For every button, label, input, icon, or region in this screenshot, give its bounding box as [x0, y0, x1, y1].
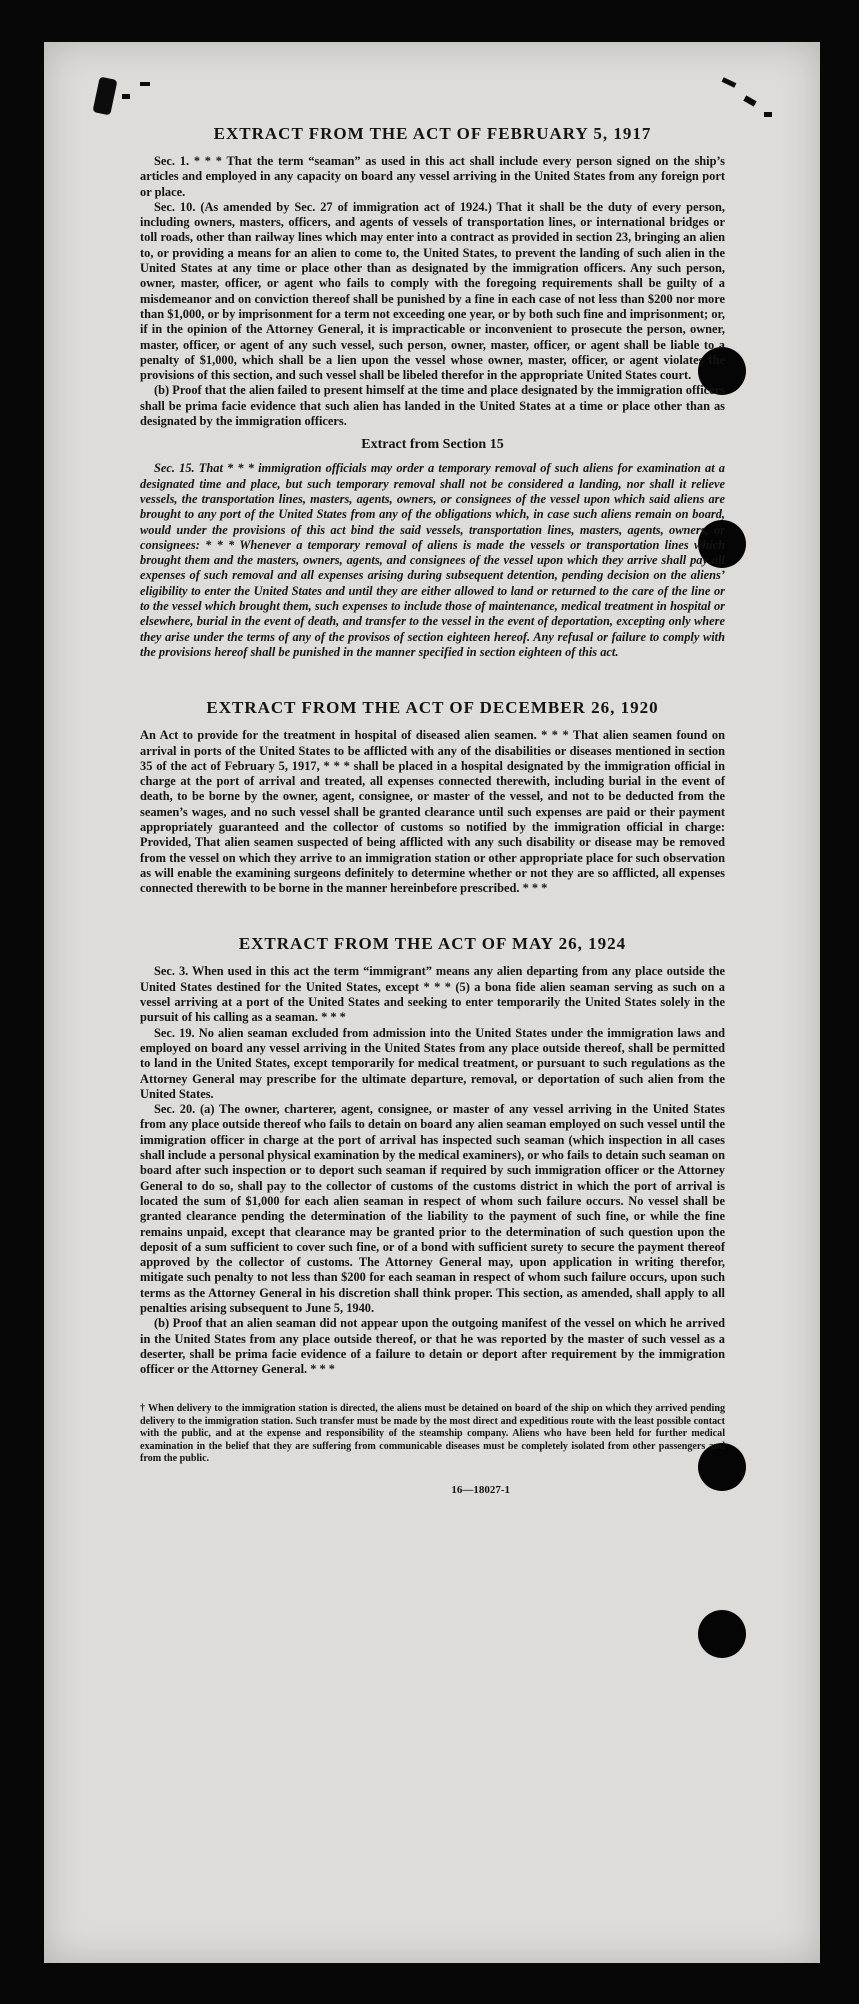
scan-mark — [764, 112, 772, 117]
paragraph: (b) Proof that the alien failed to present himself at the time and place designated by the immigration officers shall be prima facie evidence that such alien has landed in the United States at a time or place other than as designated by the immigration officers. — [140, 383, 725, 429]
paragraph: Sec. 3. When used in this act the term “immigrant” means any alien departing from any place outside the United States destined for the United States, except * * * (5) a bona fide alien seaman serving as such on a vessel arriving at a port of the United States and seeking to enter temporarily the United States solely in the pursuit of his calling as a seaman. * * * — [140, 964, 725, 1025]
paragraph: Sec. 1. * * * That the term “seaman” as used in this act shall include every person signed on the ship’s articles and employed in any capacity on board any vessel arriving in the United States from any foreign port or place. — [140, 154, 725, 199]
paragraph: Sec. 19. No alien seaman excluded from admission into the United States under the immigration laws and employed on board any vessel arriving in the United States from any place outside thereof, shall be permitted to land in the United States, except temporarily for medical treatment, or pursuant to such regulations as the Attorney General may prescribe for the ultimate departure, removal, or deportation of such alien from the United States. — [140, 1025, 725, 1101]
scan-mark — [122, 94, 130, 99]
paragraph: (b) Proof that an alien seaman did not appear upon the outgoing manifest of the vessel on which he arrived in the United States from any place outside thereof, or that he was reported by the master of such vessel as a deserter, shall be prima facie evidence of a failure to detain or deport after requirement by the immigration officer or the Attorney General. * * * — [140, 1316, 725, 1377]
heading-act-feb-1917: EXTRACT FROM THE ACT OF FEBRUARY 5, 1917 — [213, 124, 652, 143]
heading-act-dec-1920: EXTRACT FROM THE ACT OF DECEMBER 26, 1920 — [206, 698, 659, 718]
paragraph: An Act to provide for the treatment in hospital of diseased alien seamen. * * * That alien seamen found on arrival in ports of the United States to be afflicted with any of the disabilities or diseases mentioned in section 35 of the act of February 5, 1917, * * * shall be placed in a hospital designated by the immigration official in charge at the port of arrival and treated, all expenses connected therewith, including burial in the event of death, to be borne by the owner, agent, consignee, or master of the vessel, and not to be deducted from the seamen’s wages, and no such vessel shall be granted clearance until such expenses are paid or their payment appropriately guaranteed and the collector of customs so notified by the immigration official in charge: Provided, That alien seamen suspected of being afflicted with any such disability or disease may be removed from the vessel on which they arrive to an immigration station or other appropriate place for such observation as will enable the examining surgeons definitely to determine whether or not they are so afflicted, all expenses connected therewith to be borne in the manner hereinbefore prescribed. * * * — [140, 728, 725, 896]
scan-mark — [92, 77, 117, 116]
paragraph: Sec. 15. That * * * immigration officials may order a temporary removal of such aliens for examination at a designated time and place, but such temporary removal shall not be considered a landing, nor shall it relieve vessels, the transportation lines, masters, agents, owners, or consignees of the vessel upon which said aliens are brought to any port of the United States from any of the obligations which, in case such aliens remain on board, would under the provisions of this act bind the said vessels, transportation lines, masters, agents, owners, or consignees: * * * Whenever a temporary removal of aliens is made the vessels or transportation lines which brought them and the masters, owners, agents, and consignees of the vessel upon which they arrive shall pay all expenses of such removal and all expenses arising during subsequent detention, pending decision on the aliens’ eligibility to enter the United States and until they are either allowed to land or returned to the care of the line or to the vessel which brought them, such expenses to include those of maintenance, medical treatment in hospital or elsewhere, burial in the event of death, and transfer to the vessel in the event of deportation, excepting only where they arise under the terms of any of the provisos of section eighteen hereof. Any refusal or failure to comply with the provisions hereof shall be punished in the manner specified in section eighteen of this act. — [140, 461, 725, 659]
scan-mark — [743, 95, 756, 106]
document-text — [140, 124, 725, 1496]
paragraph: Sec. 10. (As amended by Sec. 27 of immigration act of 1924.) That it shall be the duty of every person, including owners, masters, officers, and agents of vessels of transportation lines, or international bridges or toll roads, other than railway lines which may enter into a contract as provided in section 23, bringing an alien to, or providing a means for an alien to come to, the United States, to prevent the landing of such alien in the United States at any time or place other than as designated by the immigration officers. Any such person, owner, master, officer, or agent who fails to comply with the foregoing requirements shall be guilty of a misdemeanor and on conviction thereof shall be punished by a fine in each case of not less than $200 nor more than $1,000, or by imprisonment for a term not exceeding one year, or by both such fine and imprisonment; or, if in the opinion of the Attorney General, it is impracticable or inconvenient to prosecute the person, owner, master, officer, or agent of any such vessel, such person, owner, master, officer, or agent shall be liable to a penalty of $1,000, which shall be a lien upon the vessel whose owner, master, officer, or agent violates the provisions of this section, and such vessel shall be libeled therefor in the appropriate United States court. — [140, 199, 725, 383]
scan-mark — [140, 82, 150, 86]
footnote: † When delivery to the immigration station is directed, the aliens must be detained on board of the ship on which they arrived pending delivery to the immigration station. Such transfer must be made by the most direct and expeditious route with the least possible contact with the public, and at the expense and responsibility of the steamship company. Aliens who have been held for further medical examination in the belief that they are suffering from communicable diseases must be completely isolated from other passengers and from the public. — [140, 1403, 725, 1465]
punch-hole — [698, 1610, 746, 1658]
document-page — [44, 42, 820, 1963]
heading-act-may-1924: EXTRACT FROM THE ACT OF MAY 26, 1924 — [238, 934, 627, 954]
form-code: 16—18027-1 — [451, 1483, 510, 1496]
scan-mark — [722, 77, 737, 87]
heading-section-15: Extract from Section 15 — [361, 437, 504, 453]
paragraph: Sec. 20. (a) The owner, charterer, agent, consignee, or master of any vessel arriving in the United States from any place outside thereof who fails to detain on board any alien seaman employed on such vessel until the immigration officer in charge at the port of arrival has inspected such seaman (which inspection in all cases shall include a personal physical examination by the medical examiners), or who fails to detain such seaman on board after such inspection or to deport such seaman if required by such immigration officer or the Attorney General to do so, shall pay to the collector of customs of the customs district in which the port of arrival is located the sum of $1,000 for each alien seaman in respect of whom such failure occurs. No vessel shall be granted clearance pending the determination of the liability to the payment of such fine, or while the fine remains unpaid, except that clearance may be granted prior to the determination of such question upon the deposit of a sum sufficient to cover such fine, or of a bond with sufficient surety to secure the payment thereof approved by the collector of customs. The Attorney General may, upon application in writing therefor, mitigate such penalty to not less than $200 for each seaman in respect of whom such failure occurs, upon such terms as the Attorney General in his discretion shall think proper. This section, as amended, shall apply to all penalties arising subsequent to June 5, 1940. — [140, 1102, 725, 1315]
